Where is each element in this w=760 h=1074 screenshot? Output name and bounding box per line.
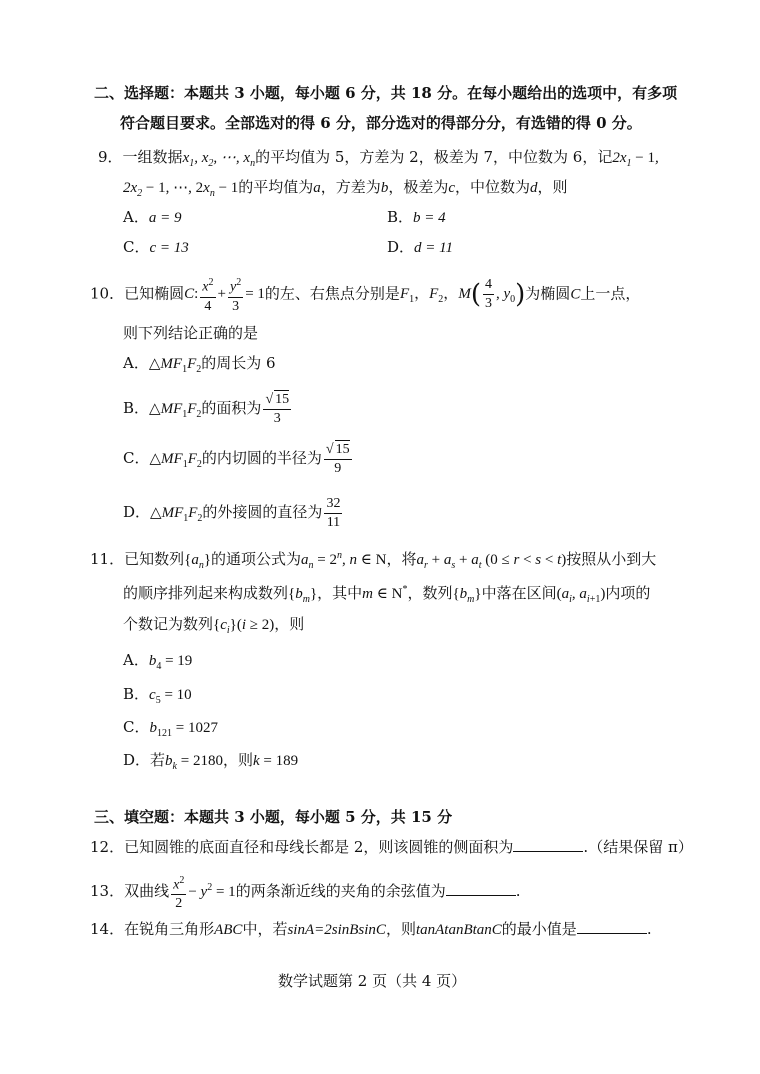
q11-option-c[interactable]: C．$b_{121} = 1027$ [123,718,218,739]
q11-interval: ($a_i$, $a_{i+1}$) [556,586,606,605]
q11-number: 11． [90,550,125,568]
q11-text1d: 按照从小到大 [566,550,657,568]
q12-number: 12． [90,838,125,856]
q10-option-d-value: $\frac{32}{11}$ [326,495,341,530]
q14-text4: 的最小值是 [501,920,577,938]
q11-option-b[interactable]: B．$c_5 = 10$ [123,685,192,706]
q9-data-expr: $x_1$, $x_2$, ⋯, $x_n$ [182,150,256,169]
page-footer: 数学试题第 2 页（共 4 页） [278,972,467,990]
q11-text3a: 个数记为数列 [123,615,214,633]
q10-line2: 则下列结论正确的是 [123,324,259,342]
q10-option-a[interactable] [123,352,276,381]
q10-option-a-text: 的周长为 6 [201,354,276,372]
q13-text1: 双曲线 [124,882,170,900]
q11-option-d-label: D． [123,751,151,769]
q11-option-d-tail: = 189 [263,753,299,769]
q12-line [90,836,693,858]
q9-option-c-label: C． [123,238,150,256]
q10-text1c: 为椭圆 [525,284,571,303]
q9-text2e: ，中位数为 [455,178,531,196]
q11-option-a-label: A． [123,651,149,669]
q14-text1: 在锐角三角形 [124,920,215,938]
q14-answer-blank[interactable] [577,919,647,934]
q9-text2b: 的平均值为 [238,178,314,196]
q9-option-a-label: A． [123,208,149,226]
q11-seq-b: $\{b_m\}$ [288,586,318,605]
q11-text1c: ，将 [386,550,417,568]
q13-tail: . [515,882,521,900]
q10-option-c-label: C． [123,449,150,467]
q11-option-b-expr: = 10 [164,687,192,703]
q10-text1b: 的左、右焦点分别是 [264,284,400,303]
q12-text: 已知圆锥的底面直径和母线长都是 2，则该圆锥的侧面积为 [124,838,514,856]
q11-m-domain: m ∈ N* [362,584,408,602]
q11-option-d-pre: 若 [150,751,166,769]
q11-option-c-expr: = 1027 [175,720,218,736]
q9-option-b-label: B． [387,208,414,226]
q11-text2d: 中落在区间 [481,584,557,602]
q9-text1a: 一组数据 [122,148,183,166]
section3-header: 三、填空题：本题共 3 小题，每小题 5 分，共 15 分 [94,808,453,826]
q10-line1: 10．已知椭圆C: $\frac{x^2}{4}$ + $\frac{y^2}{3}$ = 1的左、右焦点分别是$F_1$，$F_2$，M( $\frac{4}{3}$ , $y_0$)为椭圆C上一点， [90,274,640,318]
q13-text2: 的两条渐近线的夹角的余弦值为 [235,882,446,900]
q11-text1b: 的通项公式为 [211,550,302,568]
q11-text3b: ，则 [274,615,305,633]
q11-seq-a: $\{a_n\}$ [184,552,212,571]
q10-number: 10． [90,284,125,303]
q14-text3: ，则 [385,920,416,938]
q11-option-b-label: B． [123,685,150,703]
q14-number: 14． [90,920,125,938]
q9-text2d: ，极差为 [388,178,449,196]
q9-text1b: 的平均值为 5，方差为 2，极差为 7，中位数为 6，记 [255,148,613,166]
q11-option-d[interactable]: D．若$b_k = 2180$，则k = 189 [123,751,299,772]
q9-text2f: ，则 [537,178,568,196]
section2-header-line2: 符合题目要求。全部选对的得 6 分，部分选对的得部分分，有选错的得 0 分。 [120,114,642,132]
q10-option-c-text: 的内切圆的半径为 [201,449,322,467]
q11-text2e: 内项的 [605,584,651,602]
q14-line [90,918,652,941]
q10-foci: $F_1$，$F_2$， [399,286,459,306]
q14-triangle-abc: ABC [214,922,243,938]
q10-option-d-triangle: $\triangle MF_1F_2$ [150,505,203,524]
q14-tail: . [646,920,652,938]
q10-text1d: 上一点， [580,284,641,303]
q11-option-a[interactable]: A．$b_4 = 19$ [123,651,193,672]
q9-text2c: ，方差为 [320,178,381,196]
q9-line2: $2x_2 - 1$, ⋯, $2x_n - 1$的平均值为a，方差为b，极差为c，中位数为d，则 [123,178,568,199]
q11-line1 [90,545,656,577]
q9-option-a[interactable] [123,206,181,229]
q9-number: 9． [98,148,123,166]
q10-option-b-value: $\frac{√ 15}{3}$ [265,392,290,426]
q9-option-b-expr: b = 4 [413,210,446,226]
q10-option-c-triangle: $\triangle MF_1F_2$ [149,451,202,470]
q12-tail: .（结果保留 π） [583,838,693,856]
q13-number: 13． [90,882,125,900]
q13-line [90,870,520,913]
q11-option-c-label: C． [123,718,150,736]
q11-option-d-post: ，则 [222,751,253,769]
q9-option-c-expr: c = 13 [149,240,189,256]
section2-header-line1: 二、选择题：本题共 3 小题，每小题 6 分，共 18 分。在每小题给出的选项中，有多项 [94,84,678,102]
q10-option-b-label: B． [123,399,150,417]
q9-option-d-label: D． [387,238,415,256]
q10-option-b-text: 的面积为 [201,399,262,417]
q14-expr: tanAtanBtanC [415,922,502,938]
q11-sum-expr: $a_r + a_s + a_t$ (0 ≤ r < s < t) [416,552,567,571]
q12-answer-blank[interactable] [513,837,583,852]
q9-option-c[interactable] [123,236,189,259]
q10-option-d-label: D． [123,503,151,521]
q11-line3 [123,613,304,642]
q13-answer-blank[interactable] [446,881,516,896]
q10-ellipse-eq: C: $\frac{x^2}{4}$ + $\frac{y^2}{3}$ = 1 [184,286,265,302]
q10-option-b-triangle: $\triangle MF_1F_2$ [149,401,202,420]
q11-option-d-mid: = 2180 [180,753,223,769]
q9-option-d[interactable] [387,236,453,259]
q10-text1a: 已知椭圆 [124,284,185,303]
q9-option-d-expr: d = 11 [414,240,454,256]
q10-option-d-text: 的外接圆的直径为 [202,503,323,521]
q11-formula: $a_n = 2^n$, n ∈ N [301,550,387,571]
q11-option-a-expr: = 19 [165,653,193,669]
q11-text2a: 的顺序排列起来构成数列 [123,584,289,602]
q9-transform-expr2: $2x_2 - 1$, ⋯, $2x_n - 1$ [123,180,239,199]
q9-line1 [98,146,659,175]
q9-option-b[interactable] [387,206,446,229]
q10-option-a-label: A． [123,354,149,372]
q10-option-c[interactable] [123,440,354,483]
q14-condition: sinA=2sinBsinC [287,922,386,938]
q11-line2: 的顺序排列起来构成数列$\{b_m\}$，其中m ∈ N*，数列$\{b_m\}$中落在区间($a_i$, $a_{i+1}$)内项的 [123,584,651,605]
q13-hyperbola-eq: $\frac{x^2}{2}$ − $y^2 = 1$ [169,884,236,900]
q11-text2c: ，数列 [407,584,453,602]
q10-option-c-value: $\frac{√ 15}{9}$ [325,442,350,476]
q11-text2b: ，其中 [317,584,363,602]
q10-option-d[interactable] [123,494,344,537]
q10-point-m: M( $\frac{4}{3}$ , $y_0$) [458,277,526,312]
q14-text2: 中，若 [242,920,288,938]
q11-text1a: 已知数列 [124,550,185,568]
q11-seq-c: $\{c_i\}(i \ge 2)$ [213,617,275,636]
q9-option-a-expr: a = 9 [148,210,182,226]
q10-option-a-triangle: $\triangle MF_1F_2$ [148,356,202,375]
q9-transform-expr1: $2x_1 - 1$, [612,150,659,169]
q10-option-b[interactable] [123,390,293,433]
